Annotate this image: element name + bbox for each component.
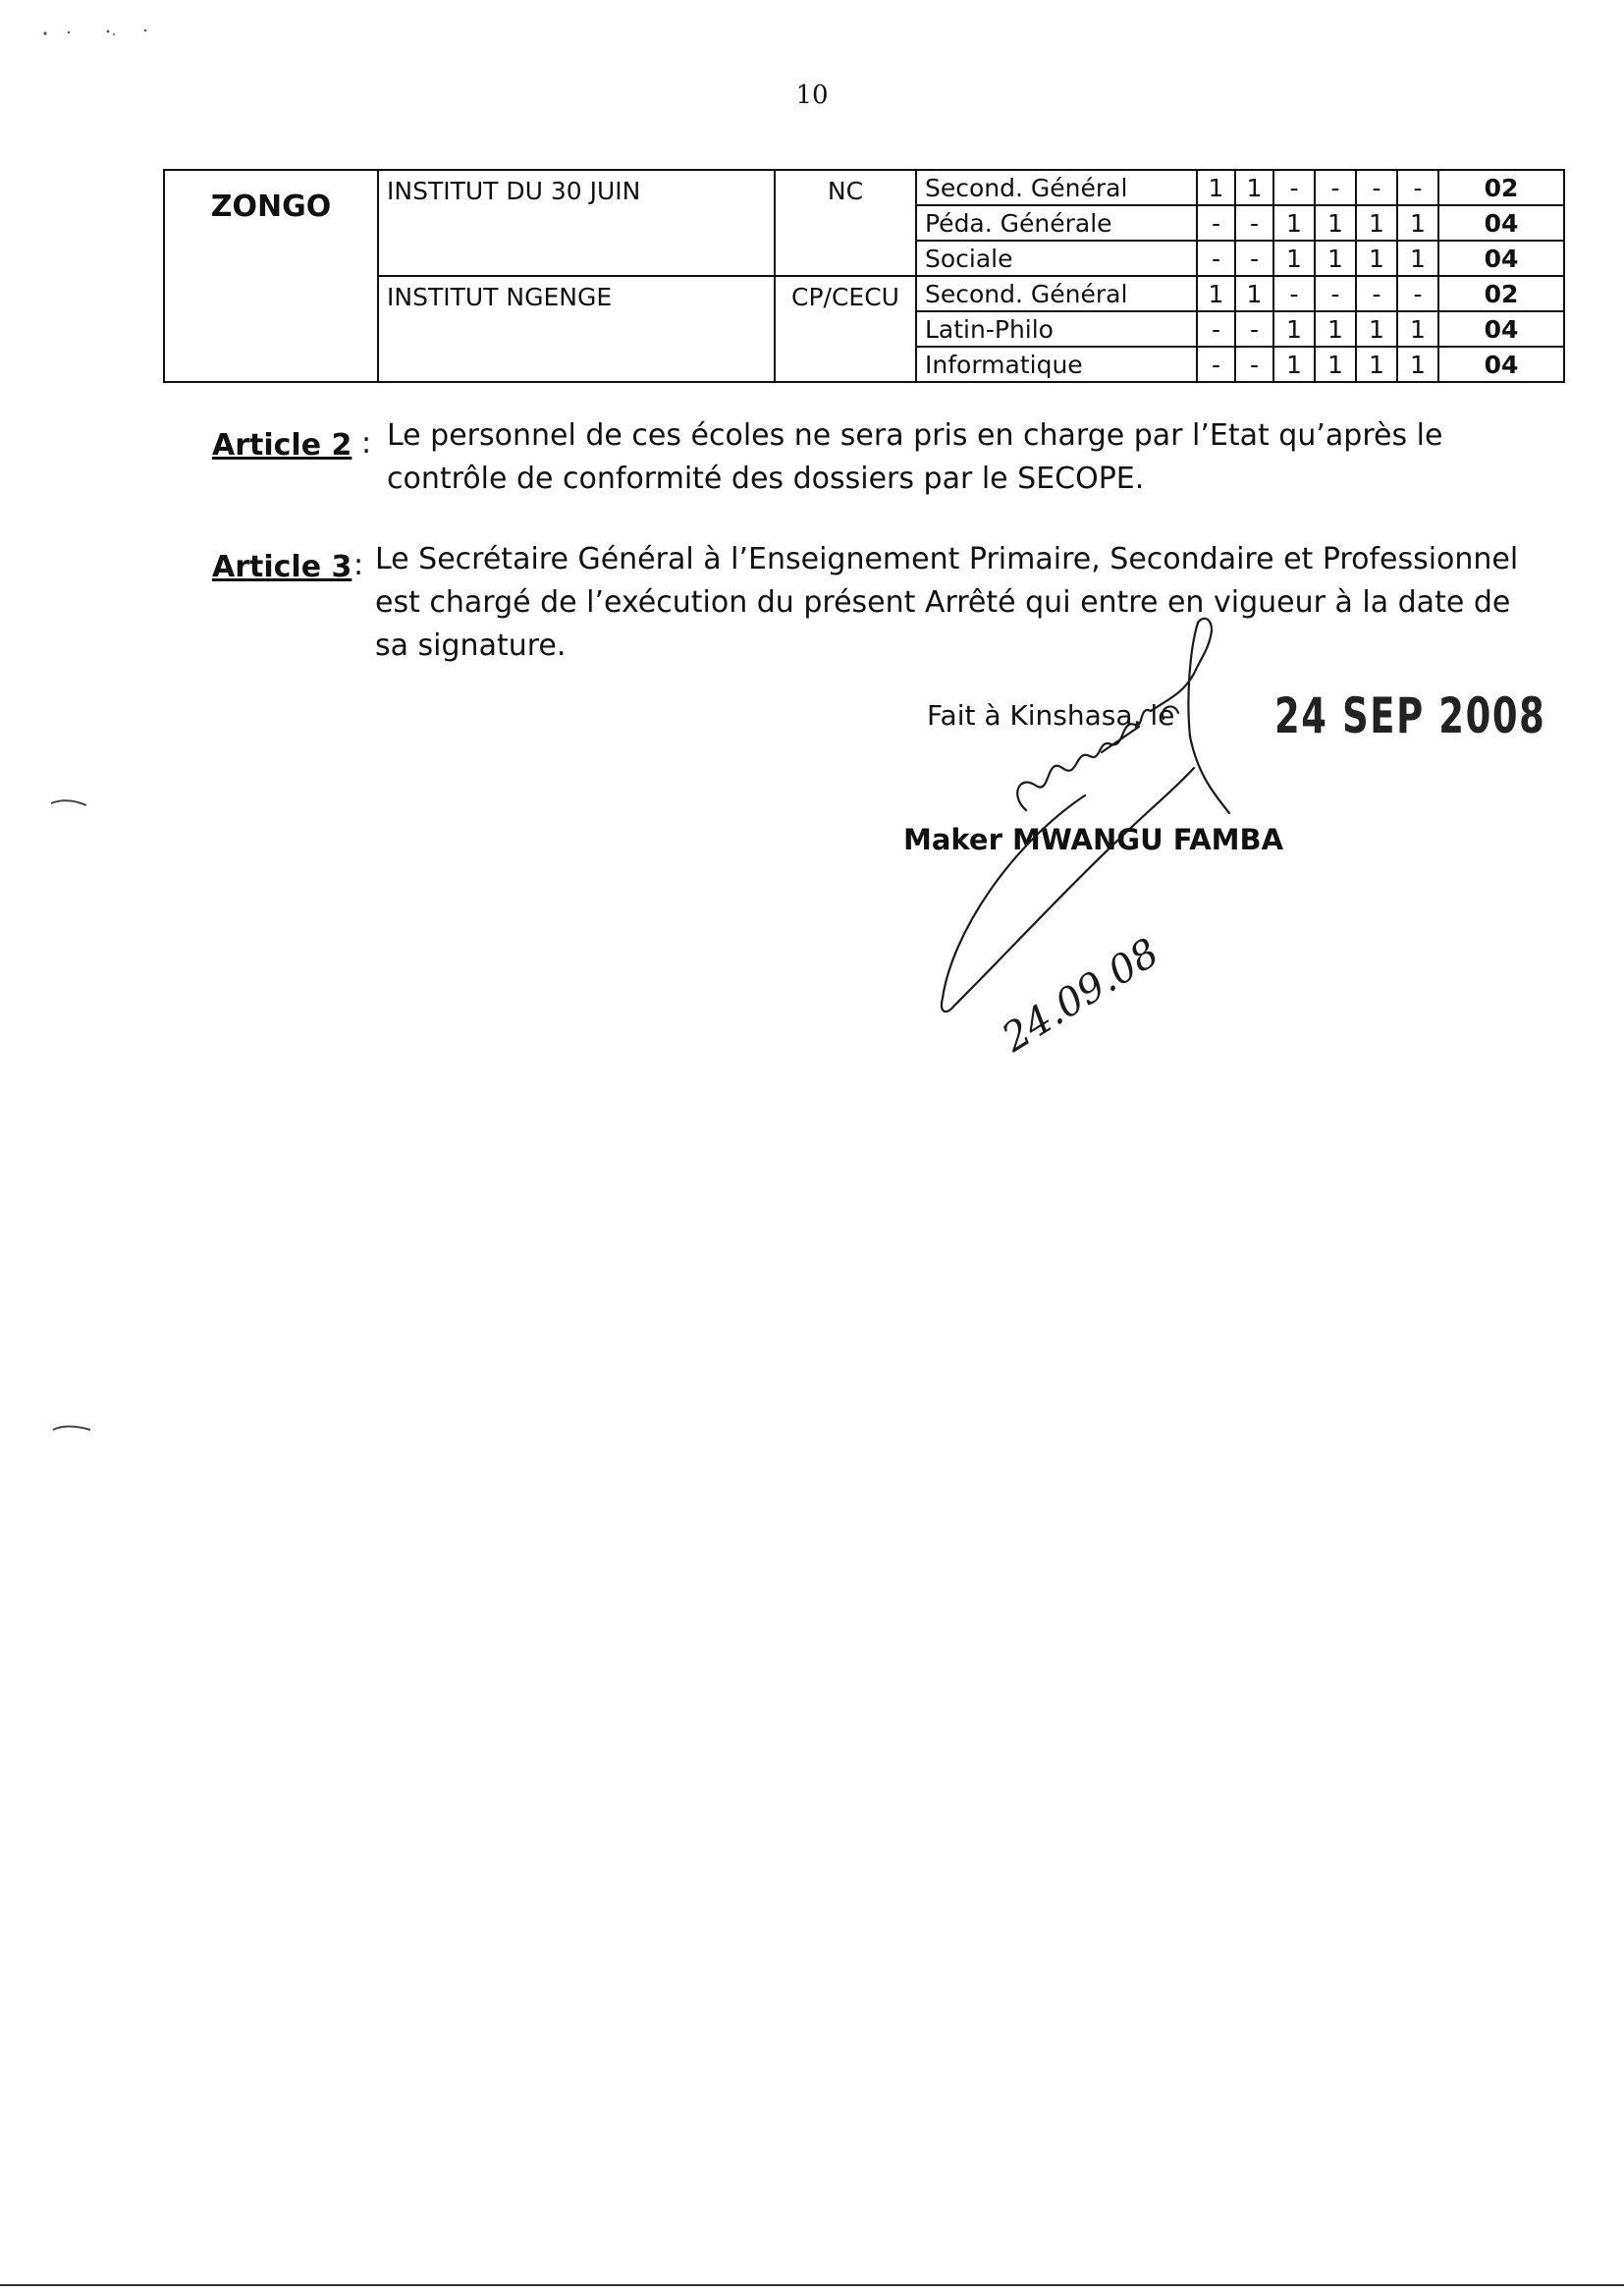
value-cell: 1 [1397, 241, 1438, 276]
value-cell: 1 [1356, 347, 1397, 382]
article-3-label: Article 3 [212, 550, 352, 584]
value-cell: - [1235, 347, 1273, 382]
value-cell: 1 [1197, 276, 1235, 311]
value-cell: 1 [1356, 241, 1397, 276]
scan-speck-mark [49, 1420, 96, 1436]
article-3-line-3: sa signature. [375, 628, 567, 663]
school-name: INSTITUT DU 30 JUIN [378, 170, 775, 276]
signatory-name: Maker MWANGU FAMBA [903, 823, 1284, 856]
school-status: CP/CECU [775, 276, 916, 382]
value-cell: 1 [1235, 170, 1273, 205]
total-cell: 04 [1438, 347, 1564, 382]
article-2-separator: : [361, 426, 372, 461]
value-cell: 1 [1273, 205, 1315, 241]
value-cell: - [1356, 170, 1397, 205]
value-cell: - [1356, 276, 1397, 311]
article-3-line-1: Le Secrétaire Général à l’Enseignement Primaire, Secondaire et Professionnel [375, 542, 1519, 576]
value-cell: 1 [1273, 311, 1315, 347]
schools-table [163, 169, 1565, 383]
school-status: NC [775, 170, 916, 276]
value-cell: - [1273, 276, 1315, 311]
value-cell: - [1197, 241, 1235, 276]
scan-speck-mark [47, 793, 94, 809]
total-cell: 04 [1438, 241, 1564, 276]
article-3-line-2: est chargé de l’exécution du présent Arrêté qui entre en vigueur à la date de [375, 585, 1511, 620]
value-cell: - [1273, 170, 1315, 205]
article-2-line-1: Le personnel de ces écoles ne sera pris en charge par l’Etat qu’après le [387, 418, 1443, 453]
handwritten-signature [844, 609, 1355, 1100]
total-cell: 02 [1438, 170, 1564, 205]
value-cell: 1 [1315, 241, 1356, 276]
value-cell: 1 [1235, 276, 1273, 311]
article-2-line-2: contrôle de conformité des dossiers par le SECOPE. [387, 462, 1145, 496]
value-cell: 1 [1273, 347, 1315, 382]
value-cell: 1 [1315, 347, 1356, 382]
value-cell: - [1235, 205, 1273, 241]
handwritten-date: 24.09.08 [994, 930, 1167, 1062]
total-cell: 04 [1438, 311, 1564, 347]
date-stamp: 24 SEP 2008 [1274, 687, 1546, 744]
value-cell: 1 [1315, 311, 1356, 347]
option-name: Informatique [916, 347, 1197, 382]
table-row [164, 170, 1564, 205]
value-cell: - [1235, 311, 1273, 347]
value-cell: 1 [1397, 311, 1438, 347]
town-cell: ZONGO [164, 170, 378, 382]
value-cell: 1 [1397, 347, 1438, 382]
value-cell: - [1197, 311, 1235, 347]
page-number: 10 [795, 81, 829, 110]
school-name: INSTITUT NGENGE [378, 276, 775, 382]
scan-edge-line [0, 2284, 1624, 2286]
value-cell: - [1235, 241, 1273, 276]
value-cell: - [1197, 205, 1235, 241]
article-3-separator: : [353, 548, 364, 582]
option-name: Sociale [916, 241, 1197, 276]
option-name: Second. Général [916, 170, 1197, 205]
value-cell: 1 [1273, 241, 1315, 276]
signing-place: Fait à Kinshasa, le [927, 699, 1175, 732]
value-cell: - [1315, 170, 1356, 205]
article-2-label: Article 2 [212, 428, 352, 463]
value-cell: 1 [1197, 170, 1235, 205]
value-cell: 1 [1315, 205, 1356, 241]
value-cell: - [1397, 170, 1438, 205]
total-cell: 02 [1438, 276, 1564, 311]
value-cell: 1 [1397, 205, 1438, 241]
total-cell: 04 [1438, 205, 1564, 241]
value-cell: - [1315, 276, 1356, 311]
value-cell: 1 [1356, 311, 1397, 347]
option-name: Latin-Philo [916, 311, 1197, 347]
scan-speck-mark [39, 26, 167, 39]
option-name: Second. Général [916, 276, 1197, 311]
value-cell: 1 [1356, 205, 1397, 241]
option-name: Péda. Générale [916, 205, 1197, 241]
value-cell: - [1397, 276, 1438, 311]
value-cell: - [1197, 347, 1235, 382]
